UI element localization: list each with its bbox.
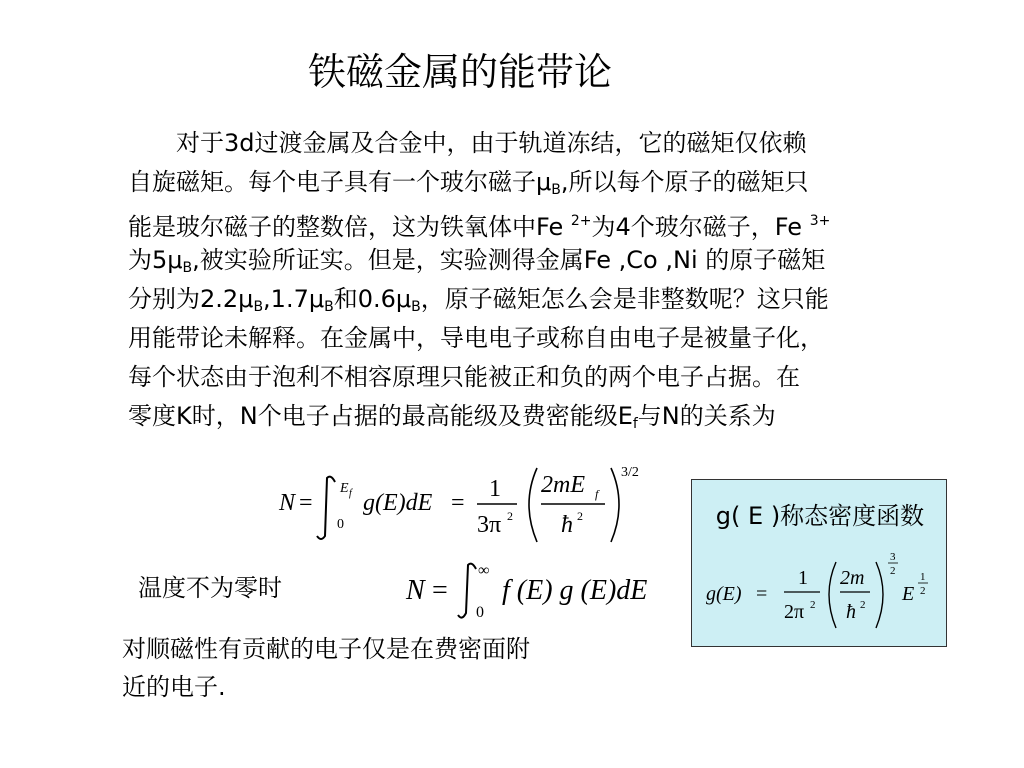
- integral-sign: [458, 564, 476, 618]
- energy-exponent-denominator: 2: [920, 585, 926, 597]
- fermi-energy-formula: [255, 456, 655, 546]
- note-line: 近的电子.: [122, 673, 226, 701]
- left-paren: [829, 562, 836, 628]
- note-line: 对顺磁性有贡献的电子仅是在费密面附: [122, 635, 530, 663]
- dos-label: g( E )称态密度函数: [715, 502, 925, 530]
- right-paren: [876, 562, 883, 628]
- fraction-numerator: 1: [489, 476, 501, 502]
- denominator-exponent: 2: [577, 509, 583, 523]
- paragraph-line: 能是玻尔磁子的整数倍，这为铁氧体中Fe $^{2+}$为4个玻尔磁子，Fe $^{3+}$: [128, 213, 831, 241]
- dos-definition-box: [691, 479, 947, 647]
- energy-exponent-numerator: 1: [920, 571, 926, 583]
- integrand: f (E) g (E)dE: [502, 575, 648, 606]
- integral-lower-limit: 0: [476, 604, 484, 621]
- paragraph-line: 每个状态由于泡利不相容原理只能被正和负的两个电子占据。在: [128, 363, 800, 391]
- paragraph-line: 对于3d过渡金属及合金中，由于轨道冻结，它的磁矩仅依赖: [176, 129, 807, 157]
- integral-upper-sub: f: [349, 488, 352, 499]
- paragraph-line: 自旋磁矩。每个电子具有一个玻尔磁子$\mu_B$,所以每个原子的磁矩只: [128, 168, 809, 198]
- integral-upper-limit: ∞: [478, 562, 490, 579]
- dos-formula: [700, 548, 940, 638]
- fraction-numerator: 2m: [840, 567, 865, 589]
- fraction-denominator: 2π: [784, 601, 805, 623]
- fraction-denominator: 3π: [477, 512, 502, 538]
- finite-temperature-formula: [400, 555, 680, 625]
- fraction-denominator: ħ: [561, 512, 573, 538]
- paragraph-line: 分别为$2.2\mu_B,1.7\mu_B$和$0.6\mu_B$，原子磁矩怎么会是非整数呢？这只能: [128, 285, 829, 315]
- temperature-label: 温度不为零时: [138, 574, 282, 602]
- formula-eq: =: [451, 490, 465, 516]
- formula-eq: =: [432, 575, 448, 606]
- paren-exponent-denominator: 2: [890, 565, 896, 577]
- integrand: g(E)dE: [363, 490, 433, 516]
- integral-sign: [317, 477, 335, 539]
- formula-eq: =: [756, 583, 768, 605]
- integral-lower-limit: 0: [337, 517, 344, 532]
- paramagnetism-note: [122, 630, 642, 706]
- denominator-exponent: 2: [810, 599, 816, 611]
- formula-lhs: N: [406, 575, 425, 606]
- denominator-exponent: 2: [860, 599, 866, 611]
- formula-eq: =: [299, 490, 313, 516]
- paren-exponent: 3/2: [621, 465, 639, 480]
- fraction-numerator: 1: [798, 567, 808, 589]
- formula-lhs: g(E): [706, 583, 742, 605]
- numerator-sub: f: [595, 487, 599, 501]
- slide-title: 铁磁金属的能带论: [307, 50, 612, 94]
- left-paren: [529, 468, 537, 542]
- paren-exponent-numerator: 3: [890, 551, 896, 563]
- formula-lhs: N: [279, 490, 296, 516]
- energy-symbol: E: [902, 583, 915, 605]
- paragraph-line: 为$5\mu_B$,被实验所证实。但是，实验测得金属Fe ,Co ,Ni 的原子磁矩: [128, 246, 826, 276]
- fraction-denominator: ħ: [846, 601, 856, 623]
- fraction-numerator: 2mE: [541, 472, 585, 498]
- right-paren: [611, 468, 619, 542]
- paragraph-line: 用能带论未解释。在金属中，导电电子或称自由电子是被量子化，: [128, 324, 824, 352]
- body-paragraph: [128, 124, 928, 436]
- paragraph-line: 零度K时，N个电子占据的最高能级及费密能级$E_f$与N的关系为: [128, 402, 776, 432]
- integral-upper-limit: E: [340, 481, 349, 496]
- denominator-exponent: 2: [507, 509, 513, 523]
